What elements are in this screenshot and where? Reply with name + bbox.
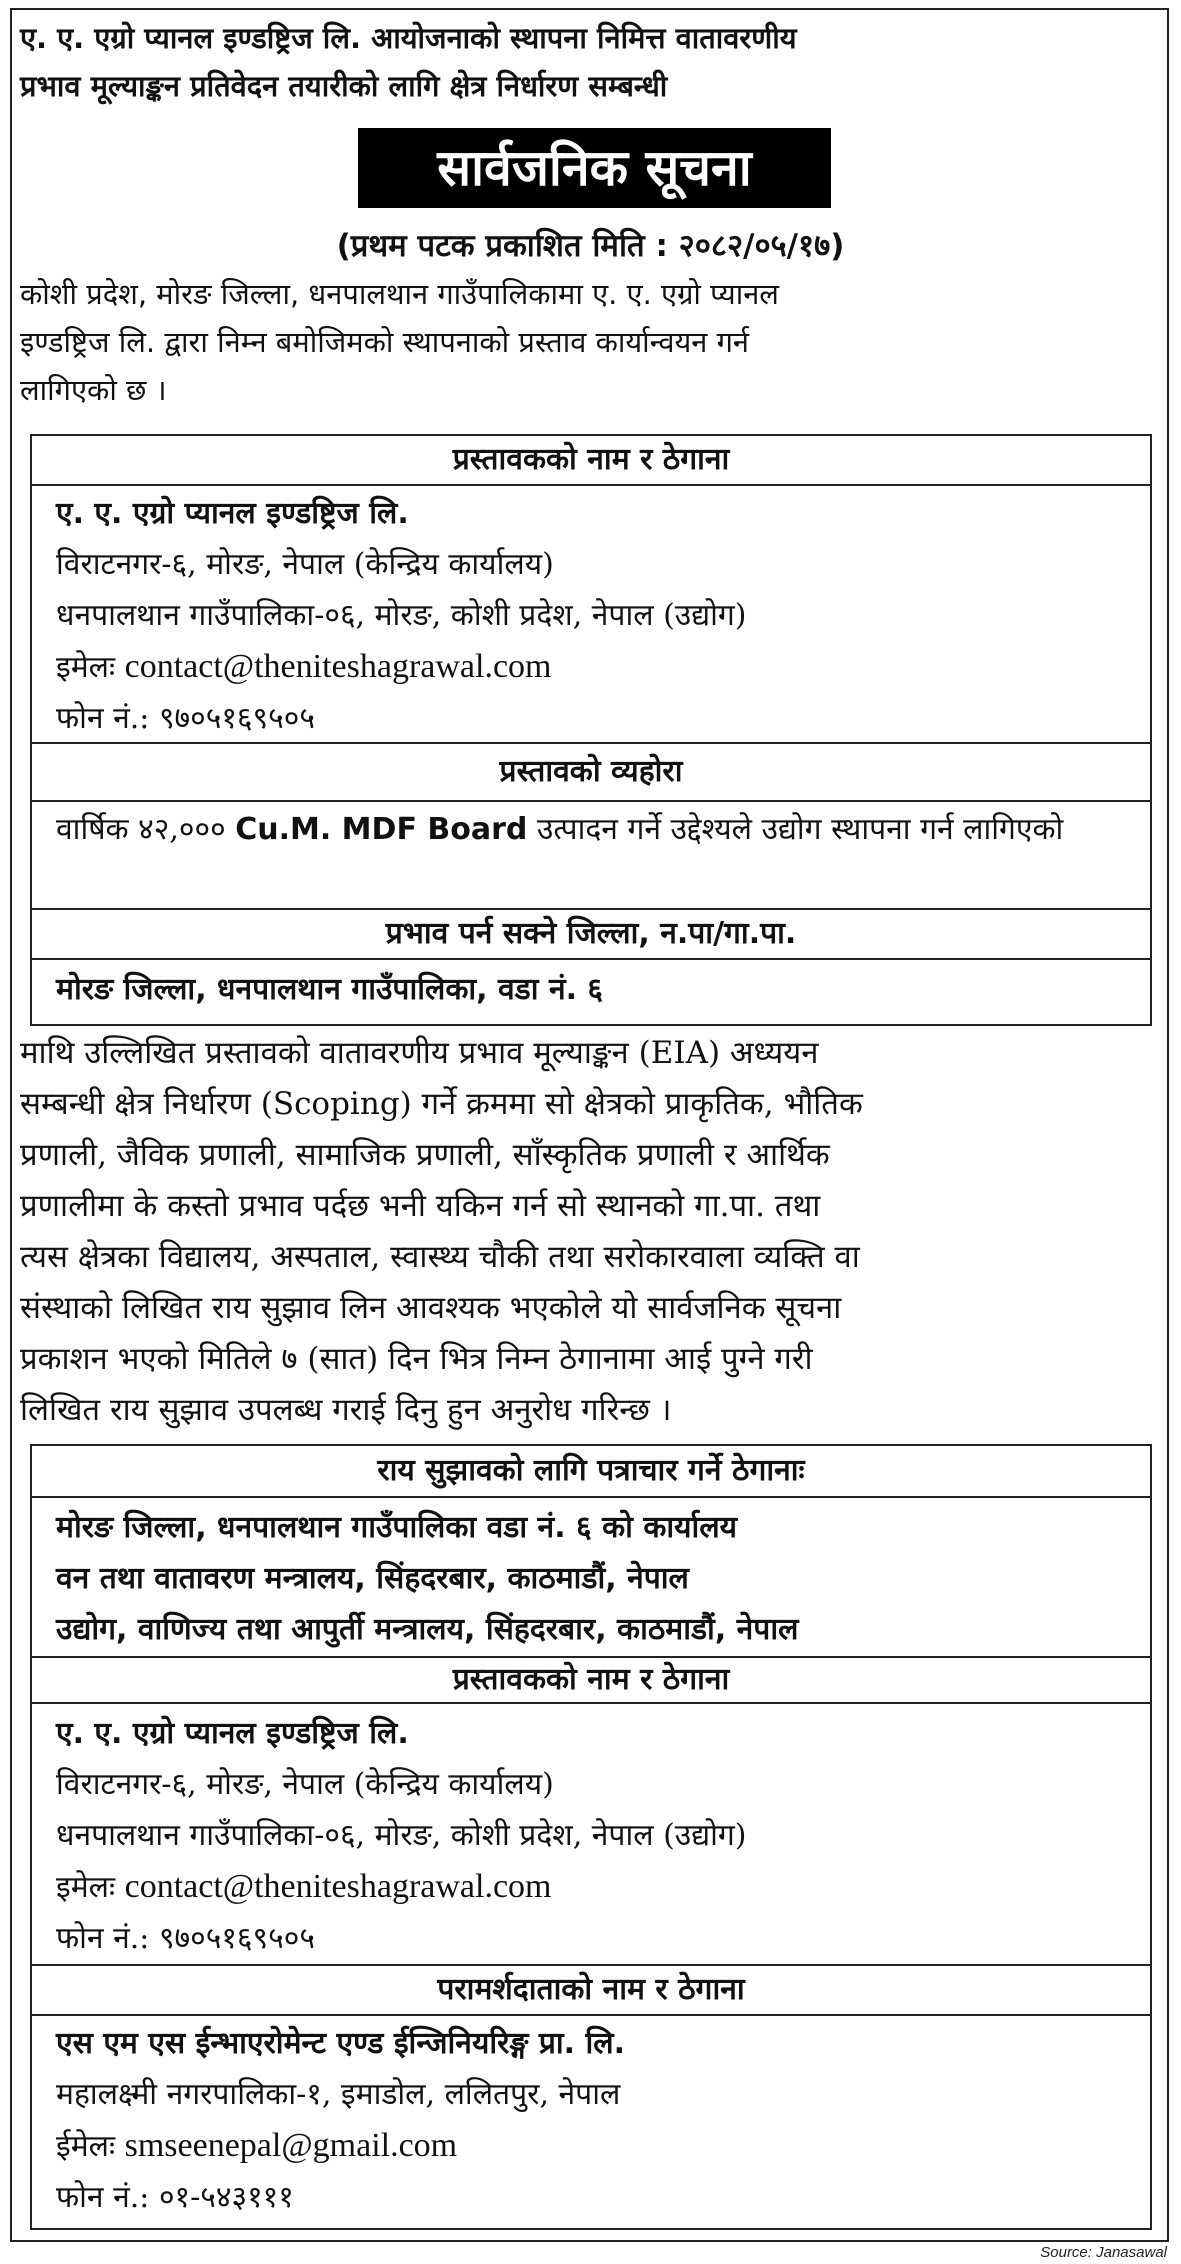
proponent-name-2: ए. ए. एग्रो प्यानल इण्डष्ट्रिज लि. [56, 1716, 409, 1751]
notice-title [20, 14, 1165, 110]
consultant-email: smseenepal@gmail.com [124, 2127, 458, 2164]
proponent-phone-line-2 [32, 1913, 1150, 1964]
title-line-2: प्रभाव मूल्याङ्कन प्रतिवेदन तयारीको लागि क्षेत्र निर्धारण सम्बन्धी [20, 69, 668, 103]
eia-paragraph [20, 1028, 1165, 1436]
intro-paragraph [20, 270, 1165, 414]
email-label-2: इमेलः [56, 1870, 116, 1905]
proponent-email-line-2 [32, 1861, 1150, 1913]
proponent-details-2 [32, 1704, 1150, 1966]
correspondence-address-3: उद्योग, वाणिज्य तथा आपुर्ती मन्त्रालय, सिंहदरबार, काठमाडौं, नेपाल [56, 1612, 799, 1647]
proponent-phone-2: ९७०५१६९५०५ [158, 1921, 315, 1956]
proponent-email-line [32, 641, 1150, 693]
consultant-phone-line [32, 2172, 1150, 2223]
affected-area: मोरङ जिल्ला, धनपालथान गाउँपालिका, वडा नं. ६ [56, 972, 604, 1007]
correspondence-addresses [32, 1498, 1150, 1658]
correspondence-heading: राय सुझावको लागि पत्राचार गर्ने ठेगानाः [32, 1446, 1150, 1498]
eia-line-6: संस्थाको लिखित राय सुझाव लिन आवश्यक भएकोले यो सार्वजनिक सूचना [20, 1290, 842, 1326]
affected-area-heading: प्रभाव पर्न सक्ने जिल्ला, न.पा/गा.पा. [32, 910, 1150, 960]
eia-line-3: प्रणाली, जैविक प्रणाली, सामाजिक प्रणाली, साँस्कृतिक प्रणाली र आर्थिक [20, 1137, 830, 1173]
intro-line-1: कोशी प्रदेश, मोरङ जिल्ला, धनपालथान गाउँपालिकामा ए. ए. एग्रो प्यानल [20, 277, 779, 311]
consultant-address: महालक्ष्मी नगरपालिका-१, इमाडोल, ललितपुर, नेपाल [56, 2077, 621, 2112]
publication-date: (प्रथम पटक प्रकाशित मिति : २०८२/०५/१७) [336, 228, 845, 264]
eia-line-5: त्यस क्षेत्रका विद्यालय, अस्पताल, स्वास्थ्य चौकी तथा सरोकारवाला व्यक्ति वा [20, 1239, 860, 1275]
phone-label: फोन नं.: [56, 701, 150, 736]
proponent-address-1-2: विराटनगर-६, मोरङ, नेपाल (केन्द्रिय कार्यालय) [56, 1767, 554, 1802]
proponent-phone-line [32, 693, 1150, 744]
proponent-address-1: विराटनगर-६, मोरङ, नेपाल (केन्द्रिय कार्यालय) [56, 547, 554, 582]
proposal-product: Cu.M. MDF Board [235, 812, 528, 847]
consultant-email-line [32, 2120, 1150, 2172]
consultant-phone: ०१-५४३१११ [158, 2180, 294, 2215]
proposal-details [32, 802, 1150, 910]
proposal-info-box [30, 434, 1152, 1026]
proposal-description [32, 806, 1150, 854]
eia-line-7: प्रकाशन भएको मितिले ७ (सात) दिन भित्र निम्न ठेगानामा आई पुग्ने गरी [20, 1341, 813, 1377]
eia-line-4: प्रणालीमा के कस्तो प्रभाव पर्दछ भनी यकिन गर्न सो स्थानको गा.पा. तथा [20, 1188, 821, 1224]
proponent-heading: प्रस्तावकको नाम र ठेगाना [32, 436, 1150, 486]
public-notice-banner: सार्वजनिक सूचना [358, 128, 831, 208]
phone-label-2: फोन नं.: [56, 1921, 150, 1956]
consultant-heading: परामर्शदाताको नाम र ठेगाना [32, 1966, 1150, 2016]
intro-line-2: इण्डष्ट्रिज लि. द्वारा निम्न बमोजिमको स्थापनाको प्रस्ताव कार्यान्वयन गर्न [20, 325, 750, 359]
proponent-address-2: धनपालथान गाउँपालिका-०६, मोरङ, कोशी प्रदेश, नेपाल (उद्योग) [56, 598, 747, 633]
correspondence-box [30, 1444, 1152, 2230]
correspondence-address-2: वन तथा वातावरण मन्त्रालय, सिंहदरबार, काठमाडौं, नेपाल [56, 1561, 689, 1596]
eia-line-8: लिखित राय सुझाव उपलब्ध गराई दिनु हुन अनुरोध गरिन्छ । [20, 1392, 672, 1428]
consultant-phone-label: फोन नं.: [56, 2180, 150, 2215]
proponent-phone: ९७०५१६९५०५ [158, 701, 315, 736]
proponent-details [32, 486, 1150, 744]
proposal-desc-post: उत्पादन गर्ने उद्देश्यले उद्योग स्थापना गर्न लागिएको [527, 812, 1064, 847]
title-line-1: ए. ए. एग्रो प्यानल इण्डष्ट्रिज लि. आयोजनाको स्थापना निमित्त वातावरणीय [20, 21, 797, 55]
proposal-heading: प्रस्तावको व्यहोरा [32, 744, 1150, 802]
proponent-email: contact@theniteshagrawal.com [124, 648, 552, 685]
source-credit: Source: Janasawal [1040, 2244, 1167, 2261]
intro-line-3: लागिएको छ । [20, 373, 167, 407]
eia-line-1: माथि उल्लिखित प्रस्तावको वातावरणीय प्रभाव मूल्याङ्कन (EIA) अध्ययन [20, 1035, 819, 1071]
consultant-details [32, 2016, 1150, 2223]
proponent-address-2-2: धनपालथान गाउँपालिका-०६, मोरङ, कोशी प्रदेश, नेपाल (उद्योग) [56, 1818, 747, 1853]
correspondence-address-1: मोरङ जिल्ला, धनपालथान गाउँपालिका वडा नं. ६ को कार्यालय [56, 1510, 738, 1545]
proposal-desc-pre: वार्षिक ४२,००० [56, 812, 236, 847]
consultant-name: एस एम एस ईन्भाएरोमेन्ट एण्ड ईन्जिनियरिङ्ग प्रा. लि. [56, 2026, 626, 2061]
proponent-email-2: contact@theniteshagrawal.com [124, 1868, 552, 1905]
email-label: इमेलः [56, 650, 116, 685]
proponent-heading-2: प्रस्तावकको नाम र ठेगाना [32, 1658, 1150, 1704]
eia-line-2: सम्बन्धी क्षेत्र निर्धारण (Scoping) गर्ने क्रममा सो क्षेत्रको प्राकृतिक, भौतिक [20, 1086, 863, 1122]
proponent-name: ए. ए. एग्रो प्यानल इण्डष्ट्रिज लि. [56, 496, 409, 531]
consultant-email-label: ईमेलः [56, 2129, 116, 2164]
